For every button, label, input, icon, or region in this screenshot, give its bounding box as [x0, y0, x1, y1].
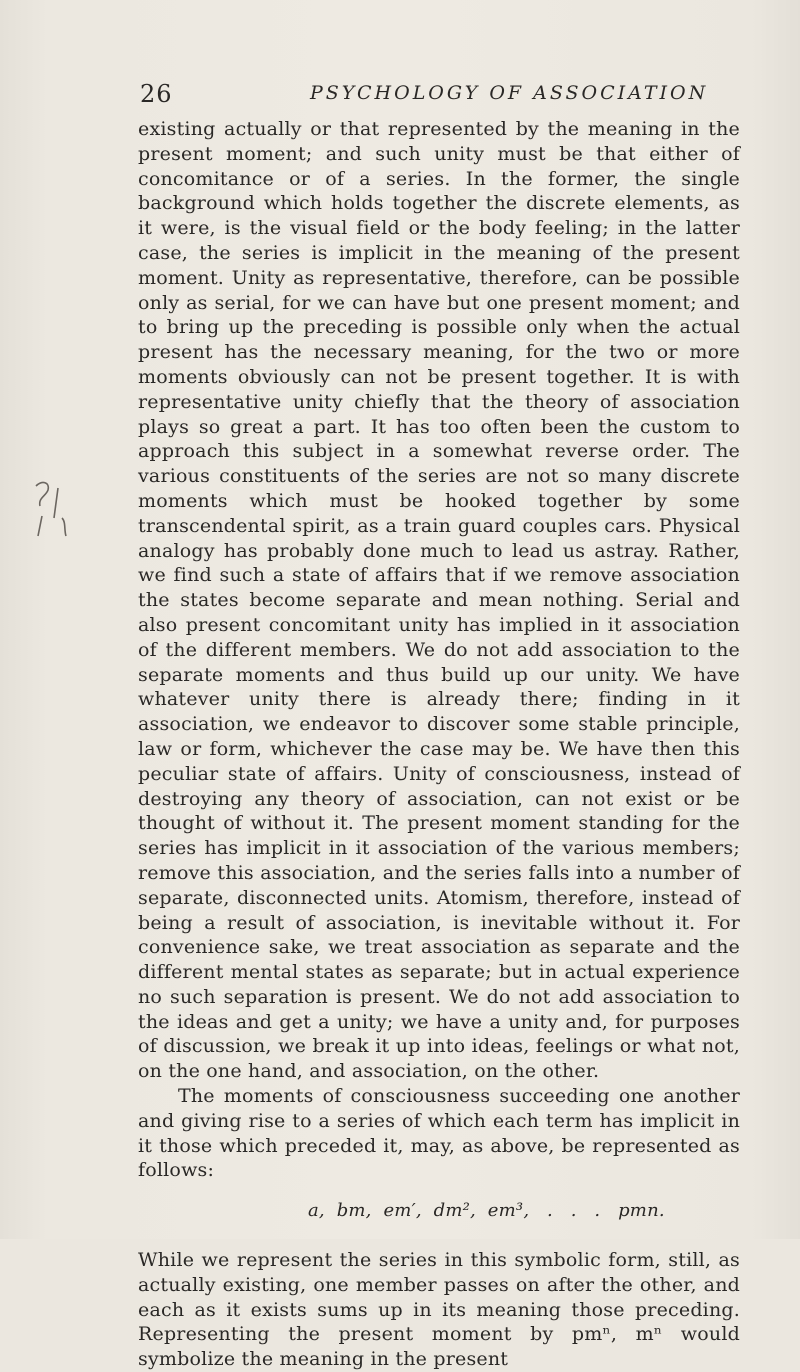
symbolic-series-formula: a, bm, em′, dm², em³, . . . pmn. — [308, 1200, 665, 1222]
running-title: PSYCHOLOGY OF ASSOCIATION — [310, 82, 709, 104]
paragraph-3: While we represent the series in this symbolic form, still, as actually existing, one member passes on after the other, and each as it exists sums up in its meaning those preceding. Representing the present moment by pmⁿ, mⁿ would symbolize the meaning in the present — [138, 1249, 740, 1371]
margin-pencil-mark — [28, 478, 88, 548]
page-number: 26 — [140, 80, 173, 108]
paragraph-1: existing actually or that represented by the meaning in the present moment; and such unity must be that either of concomitance or of a series. In the former, the single background which holds together the discrete elements, as it were, is the visual field or the body feeling; in the latter case, the series is implicit in the meaning of the present moment. Unity as representative, therefore, can be possible only as serial, for we can have but one present moment; and to bring up the preceding is possible only when the actual present has the necessary meaning, for the two or more moments obviously can not be present together. It is with representative unity chiefly that the theory of association plays so great a part. It has too often been the custom to approach this subject in a somewhat reverse order. The various constituents of the series are not so many discrete moments which must be hooked together by some transcendental spirit, as a train guard couples cars. Physical analogy has probably done much to lead us astray. Rather, we find such a state of affairs that if we remove association the states become separate and mean nothing. Serial and also present concomitant unity has implied in it association of the different members. We do not add association to the separate moments and thus build up our unity. We have whatever unity there is already there; finding in it association, we endeavor to discover some stable principle, law or form, whichever the case may be. We have then this peculiar state of affairs. Unity of consciousness, instead of destroying any theory of association, can not exist or be thought of without it. The present moment standing for the series has implicit in it association of the various members; remove this association, and the series falls into a number of separate, disconnected units. Atomism, therefore, instead of being a result of association, is inevitable without it. For convenience sake, we treat association as separate and the different mental states as separate; but in actual experience no such separation is present. We do not add association to the ideas and get a unity; we have a unity and, for purposes of discussion, we break it up into ideas, feelings or what not, on the one hand, and association, on the other. — [138, 118, 740, 1083]
paragraph-2: The moments of consciousness succeeding one another and giving rise to a series of which each term has implicit in it those which preceded it, may, as above, be represented as follows: — [138, 1085, 740, 1182]
page-header — [140, 80, 740, 110]
main-text — [138, 117, 740, 1372]
